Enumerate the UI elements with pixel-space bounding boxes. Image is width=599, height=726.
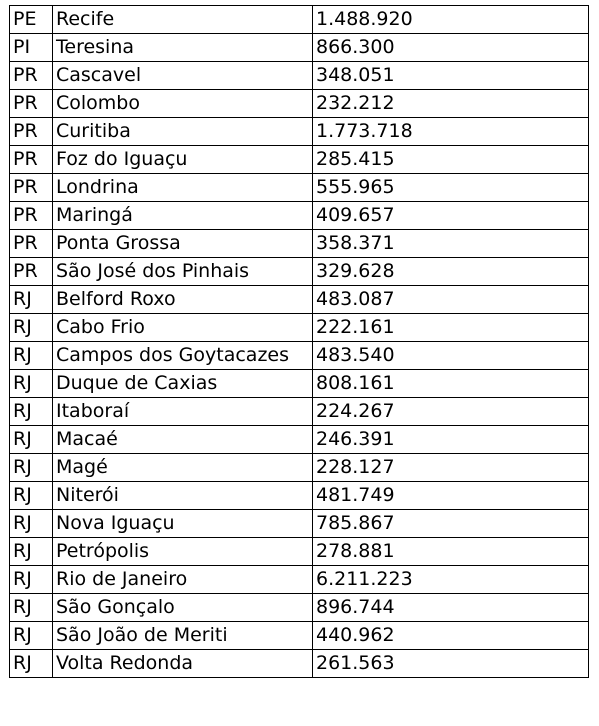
population-cell[interactable]: 483.087 [313, 286, 589, 314]
table-row [10, 314, 589, 342]
table-row [10, 510, 589, 538]
city-name-cell[interactable]: São Gonçalo [53, 594, 313, 622]
state-code-cell[interactable]: RJ [10, 398, 53, 426]
city-name-cell[interactable]: Foz do Iguaçu [53, 146, 313, 174]
table-row [10, 482, 589, 510]
population-cell[interactable]: 224.267 [313, 398, 589, 426]
city-name-cell[interactable]: Teresina [53, 34, 313, 62]
population-cell[interactable]: 246.391 [313, 426, 589, 454]
state-code-cell[interactable]: PR [10, 258, 53, 286]
population-cell[interactable]: 222.161 [313, 314, 589, 342]
population-cell[interactable]: 483.540 [313, 342, 589, 370]
table-row [10, 146, 589, 174]
city-name-cell[interactable]: Ponta Grossa [53, 230, 313, 258]
population-cell[interactable]: 481.749 [313, 482, 589, 510]
state-code-cell[interactable]: RJ [10, 622, 53, 650]
state-code-cell[interactable]: RJ [10, 510, 53, 538]
state-code-cell[interactable]: RJ [10, 482, 53, 510]
city-name-cell[interactable]: Colombo [53, 90, 313, 118]
population-cell[interactable]: 228.127 [313, 454, 589, 482]
state-code-cell[interactable]: RJ [10, 650, 53, 678]
state-code-cell[interactable]: PR [10, 230, 53, 258]
spreadsheet-region [9, 5, 589, 678]
city-name-cell[interactable]: Londrina [53, 174, 313, 202]
table-row [10, 258, 589, 286]
state-code-cell[interactable]: PR [10, 146, 53, 174]
population-cell[interactable]: 285.415 [313, 146, 589, 174]
population-cell[interactable]: 6.211.223 [313, 566, 589, 594]
table-row [10, 62, 589, 90]
table-row [10, 594, 589, 622]
city-name-cell[interactable]: Magé [53, 454, 313, 482]
table-row [10, 202, 589, 230]
table-row [10, 6, 589, 34]
population-cell[interactable]: 785.867 [313, 510, 589, 538]
population-cell[interactable]: 555.965 [313, 174, 589, 202]
city-name-cell[interactable]: Belford Roxo [53, 286, 313, 314]
state-code-cell[interactable]: RJ [10, 370, 53, 398]
city-name-cell[interactable]: Cabo Frio [53, 314, 313, 342]
table-row [10, 622, 589, 650]
city-name-cell[interactable]: Nova Iguaçu [53, 510, 313, 538]
table-row [10, 566, 589, 594]
state-code-cell[interactable]: PE [10, 6, 53, 34]
state-code-cell[interactable]: RJ [10, 566, 53, 594]
city-name-cell[interactable]: Maringá [53, 202, 313, 230]
city-name-cell[interactable]: Niterói [53, 482, 313, 510]
city-name-cell[interactable]: Petrópolis [53, 538, 313, 566]
population-cell[interactable]: 348.051 [313, 62, 589, 90]
city-name-cell[interactable]: Cascavel [53, 62, 313, 90]
table-row [10, 286, 589, 314]
city-name-cell[interactable]: Itaboraí [53, 398, 313, 426]
city-name-cell[interactable]: Curitiba [53, 118, 313, 146]
table-row [10, 90, 589, 118]
population-cell[interactable]: 409.657 [313, 202, 589, 230]
table-row [10, 398, 589, 426]
population-cell[interactable]: 329.628 [313, 258, 589, 286]
city-name-cell[interactable]: São João de Meriti [53, 622, 313, 650]
state-code-cell[interactable]: PR [10, 118, 53, 146]
table-row [10, 538, 589, 566]
population-cell[interactable]: 278.881 [313, 538, 589, 566]
population-cell[interactable]: 358.371 [313, 230, 589, 258]
state-code-cell[interactable]: PR [10, 174, 53, 202]
city-name-cell[interactable]: Campos dos Goytacazes [53, 342, 313, 370]
population-cell[interactable]: 1.773.718 [313, 118, 589, 146]
state-code-cell[interactable]: RJ [10, 342, 53, 370]
state-code-cell[interactable]: RJ [10, 594, 53, 622]
state-code-cell[interactable]: RJ [10, 286, 53, 314]
state-code-cell[interactable]: PR [10, 90, 53, 118]
city-name-cell[interactable]: São José dos Pinhais [53, 258, 313, 286]
population-cell[interactable]: 896.744 [313, 594, 589, 622]
state-code-cell[interactable]: RJ [10, 426, 53, 454]
table-row [10, 230, 589, 258]
state-code-cell[interactable]: RJ [10, 538, 53, 566]
table-row [10, 454, 589, 482]
population-cell[interactable]: 1.488.920 [313, 6, 589, 34]
state-code-cell[interactable]: PR [10, 202, 53, 230]
population-cell[interactable]: 866.300 [313, 34, 589, 62]
table-row [10, 34, 589, 62]
table-row [10, 370, 589, 398]
table-row [10, 650, 589, 678]
population-cell[interactable]: 808.161 [313, 370, 589, 398]
table-body [10, 6, 589, 678]
city-name-cell[interactable]: Macaé [53, 426, 313, 454]
table-row [10, 118, 589, 146]
population-cell[interactable]: 440.962 [313, 622, 589, 650]
population-cell[interactable]: 261.563 [313, 650, 589, 678]
city-name-cell[interactable]: Rio de Janeiro [53, 566, 313, 594]
state-code-cell[interactable]: RJ [10, 454, 53, 482]
state-code-cell[interactable]: RJ [10, 314, 53, 342]
table-row [10, 174, 589, 202]
table-row [10, 342, 589, 370]
city-name-cell[interactable]: Duque de Caxias [53, 370, 313, 398]
city-name-cell[interactable]: Recife [53, 6, 313, 34]
table-row [10, 426, 589, 454]
state-code-cell[interactable]: PR [10, 62, 53, 90]
population-cell[interactable]: 232.212 [313, 90, 589, 118]
city-population-table [9, 5, 589, 678]
state-code-cell[interactable]: PI [10, 34, 53, 62]
city-name-cell[interactable]: Volta Redonda [53, 650, 313, 678]
